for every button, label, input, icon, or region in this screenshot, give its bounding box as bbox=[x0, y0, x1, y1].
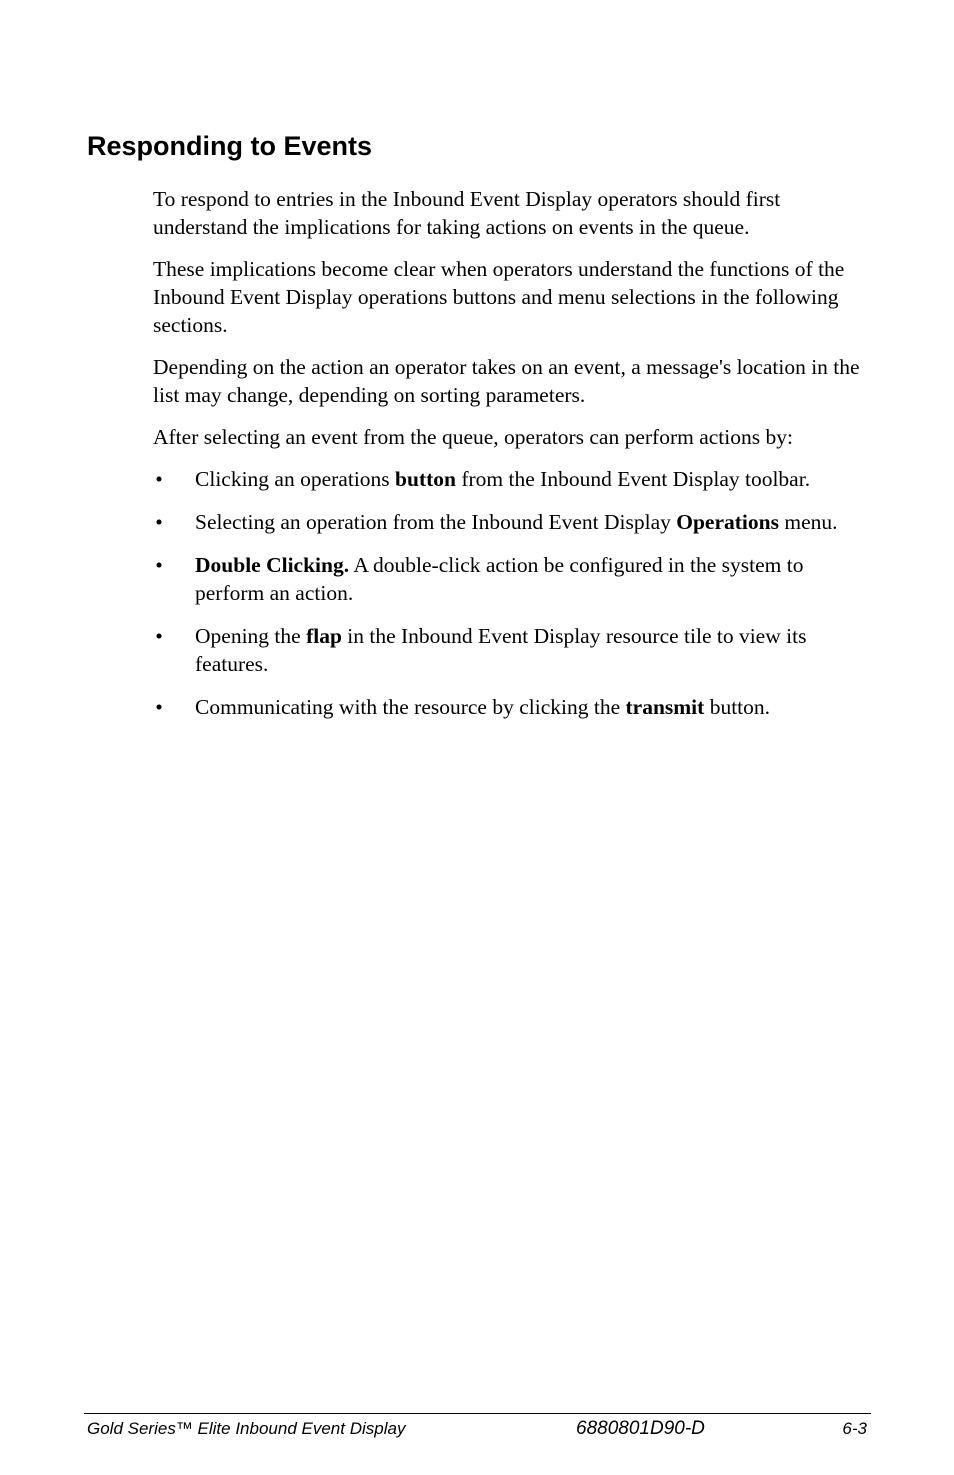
action-list bbox=[153, 465, 871, 721]
bullet-icon: • bbox=[155, 510, 163, 534]
list-item-text: in the Inbound Event Display resource tile to view its features. bbox=[195, 624, 807, 676]
list-item-bold-text: flap bbox=[306, 624, 342, 648]
list-item-text: menu. bbox=[778, 510, 838, 534]
body-text bbox=[153, 185, 871, 736]
list-item-text: Selecting an operation from the Inbound Event Display bbox=[195, 510, 677, 534]
footer-document-title: Gold Series™ Elite Inbound Event Display bbox=[87, 1419, 406, 1438]
page-title: Responding to Events bbox=[87, 131, 373, 161]
footer-page-number: 6-3 bbox=[842, 1419, 867, 1438]
list-item-text: Clicking an operations bbox=[195, 467, 396, 491]
list-item-text: from the Inbound Event Display toolbar. bbox=[455, 467, 811, 491]
bullet-icon: • bbox=[155, 553, 163, 577]
footer-divider bbox=[84, 1413, 871, 1414]
paragraph: To respond to entries in the Inbound Event Display operators should first understand the implications for taking actions on events in the queue. bbox=[153, 187, 781, 239]
bullet-icon: • bbox=[155, 695, 163, 719]
bullet-icon: • bbox=[155, 624, 163, 648]
list-item-bold-text: transmit bbox=[625, 695, 705, 719]
list-item bbox=[153, 465, 871, 493]
list-item bbox=[153, 551, 871, 607]
list-item-bold-text: Double Clicking. bbox=[195, 553, 350, 577]
list-item-text: Opening the bbox=[195, 624, 307, 648]
list-item bbox=[153, 622, 871, 678]
list-item-text: button. bbox=[704, 695, 771, 719]
list-item-text: Communicating with the resource by clicking the bbox=[195, 695, 626, 719]
list-item-bold-text: Operations bbox=[676, 510, 779, 534]
footer-document-number: 6880801D90-D bbox=[576, 1418, 705, 1439]
list-item-text: A double-click action be configured in the system to perform an action. bbox=[195, 553, 804, 605]
bullet-icon: • bbox=[155, 467, 163, 491]
paragraph: Depending on the action an operator takes on an event, a message's location in the list may change, depending on sorting parameters. bbox=[153, 355, 860, 407]
list-item bbox=[153, 508, 871, 536]
paragraph: After selecting an event from the queue, operators can perform actions by: bbox=[153, 425, 793, 449]
paragraph: These implications become clear when operators understand the functions of the Inbound Event Display operations buttons and menu selections in the following sections. bbox=[153, 257, 845, 337]
list-item-bold-text: button bbox=[395, 467, 456, 491]
list-item bbox=[153, 693, 871, 721]
